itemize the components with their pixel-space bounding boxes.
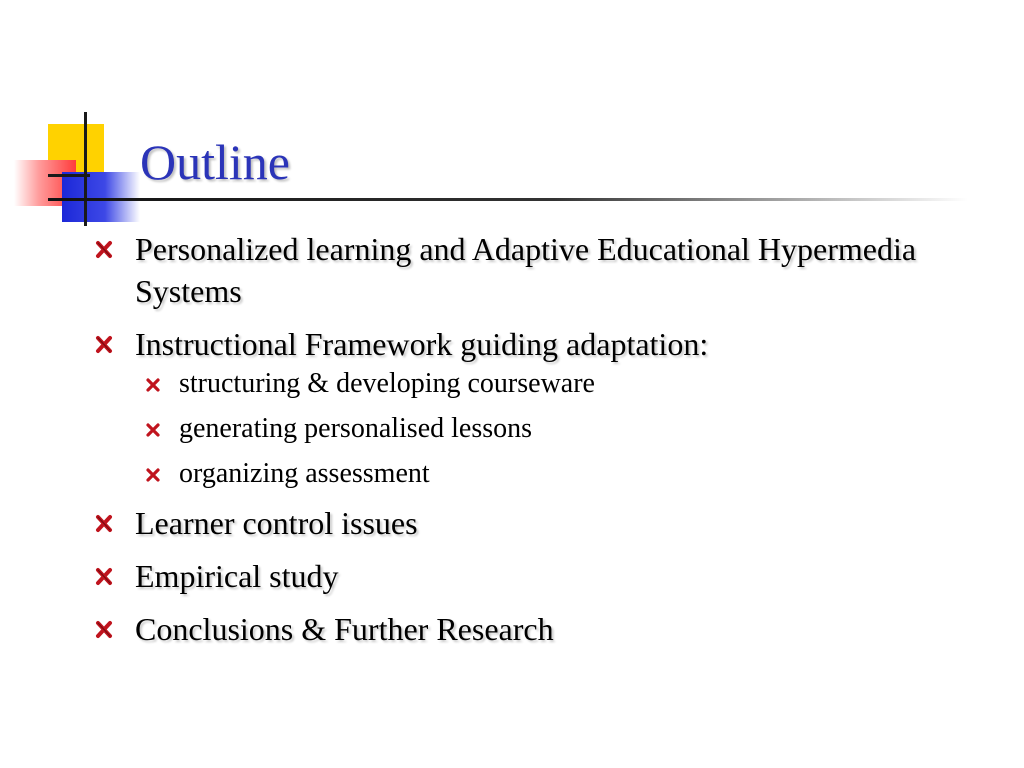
list-item (0, 608, 935, 650)
horizontal-line (48, 174, 90, 177)
list-item (0, 555, 935, 597)
red-x-bullet-icon (146, 467, 160, 483)
sub-list-item-text: organizing assessment (179, 458, 430, 489)
red-x-bullet-icon (146, 422, 160, 438)
list-item-text: Learner control issues (135, 505, 418, 541)
list-item-text: Conclusions & Further Research (135, 611, 554, 647)
vertical-line (84, 112, 87, 226)
logo-decoration (0, 0, 160, 240)
sub-list (135, 367, 935, 491)
red-x-bullet-icon (95, 618, 113, 640)
list-item-text: Instructional Framework guiding adaptation: (135, 326, 709, 362)
list-item-text: Personalized learning and Adaptive Educational Hypermedia Systems (135, 231, 917, 309)
outline-list (0, 228, 1024, 650)
sub-list-item (0, 367, 935, 401)
slide-content (0, 228, 1024, 661)
red-x-bullet-icon (95, 238, 113, 260)
sub-list-item (0, 412, 935, 446)
title-divider (48, 198, 968, 201)
sub-list-item-text: structuring & developing courseware (179, 368, 595, 399)
red-x-bullet-icon (95, 565, 113, 587)
sub-list-item (0, 457, 935, 491)
red-x-bullet-icon (95, 512, 113, 534)
red-x-bullet-icon (146, 377, 160, 393)
list-item (0, 323, 935, 491)
sub-list-item-text: generating personalised lessons (179, 413, 533, 444)
red-x-bullet-icon (95, 333, 113, 355)
list-item (0, 228, 935, 312)
list-item-text: Empirical study (135, 558, 339, 594)
blue-square (62, 172, 140, 222)
slide-title: Outline (140, 134, 290, 190)
list-item (0, 502, 935, 544)
